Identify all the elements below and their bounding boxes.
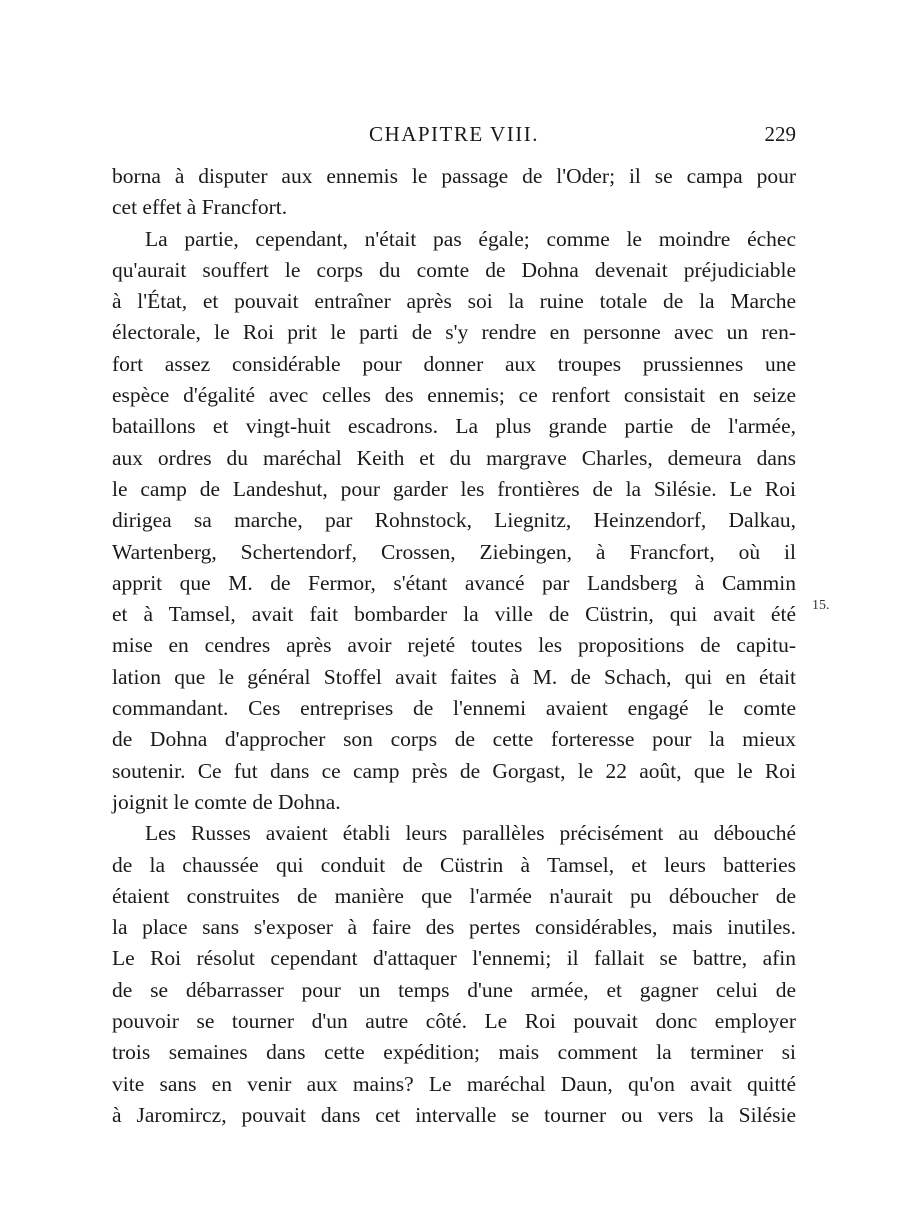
text-line: et à Tamsel, avait fait bombarder la ville de Cüstrin, qui avait été (112, 602, 796, 627)
text-line: joignit le comte de Dohna. (112, 789, 341, 814)
text-line: mise en cendres après avoir rejeté toutes les propositions de capitu- (112, 633, 796, 658)
text-line: lation que le général Stoffel avait faites à M. de Schach, qui en était (112, 664, 796, 689)
text-line: aux ordres du maréchal Keith et du margrave Charles, demeura dans (112, 445, 796, 470)
text-line: à l'État, et pouvait entraîner après soi la ruine totale de la Marche (112, 289, 796, 314)
text-line: de Dohna d'approcher son corps de cette forteresse pour la mieux (112, 727, 796, 752)
text-line: la place sans s'exposer à faire des pertes considérables, mais inutiles. (112, 915, 796, 940)
text-line: Wartenberg, Schertendorf, Crossen, Ziebingen, à Francfort, où il (112, 539, 796, 564)
text-line: à Jaromircz, pouvait dans cet intervalle se tourner ou vers la Silésie (112, 1102, 796, 1127)
text-line: électorale, le Roi prit le parti de s'y rendre en personne avec un ren- (112, 320, 796, 345)
text-line: qu'aurait souffert le corps du comte de Dohna devenait préjudiciable (112, 257, 796, 282)
text-line: dirigea sa marche, par Rohnstock, Liegnitz, Heinzendorf, Dalkau, (112, 508, 796, 533)
body-text (112, 161, 796, 1131)
text-line: cet effet à Francfort. (112, 195, 288, 220)
text-line: de se débarrasser pour un temps d'une armée, et gagner celui de (112, 977, 796, 1002)
text-line: La partie, cependant, n'était pas égale; comme le moindre échec (145, 226, 796, 251)
text-line: commandant. Ces entreprises de l'ennemi avaient engagé le comte (112, 696, 796, 721)
line-number-marker: 15. (812, 598, 830, 613)
text-line: Les Russes avaient établi leurs parallèles précisément au débouché (145, 821, 796, 846)
text-line: apprit que M. de Fermor, s'étant avancé par Landsberg à Cammin (112, 570, 796, 595)
text-line: borna à disputer aux ennemis le passage de l'Oder; il se campa pour (112, 164, 796, 188)
text-line: fort assez considérable pour donner aux troupes prussiennes une (112, 351, 796, 376)
text-line: bataillons et vingt-huit escadrons. La plus grande partie de l'armée, (112, 414, 796, 439)
chapter-title: CHAPITRE VIII. (369, 122, 539, 146)
text-line: vite sans en venir aux mains? Le maréchal Daun, qu'on avait quitté (112, 1071, 796, 1096)
text-line: étaient construites de manière que l'armée n'aurait pu déboucher de (112, 883, 796, 908)
text-line: Le Roi résolut cependant d'attaquer l'ennemi; il fallait se battre, afin (112, 946, 796, 971)
text-line: espèce d'égalité avec celles des ennemis; ce renfort consistait en seize (112, 383, 796, 408)
text-line: le camp de Landeshut, pour garder les frontières de la Silésie. Le Roi (112, 476, 796, 501)
text-line: pouvoir se tourner d'un autre côté. Le Roi pouvait donc employer (112, 1009, 796, 1034)
page-number: 229 (764, 122, 796, 146)
running-head (112, 118, 796, 150)
text-line: trois semaines dans cette expédition; mais comment la terminer si (112, 1040, 796, 1065)
text-line: de la chaussée qui conduit de Cüstrin à Tamsel, et leurs batteries (112, 852, 796, 877)
text-line: soutenir. Ce fut dans ce camp près de Gorgast, le 22 août, que le Roi (112, 758, 796, 783)
